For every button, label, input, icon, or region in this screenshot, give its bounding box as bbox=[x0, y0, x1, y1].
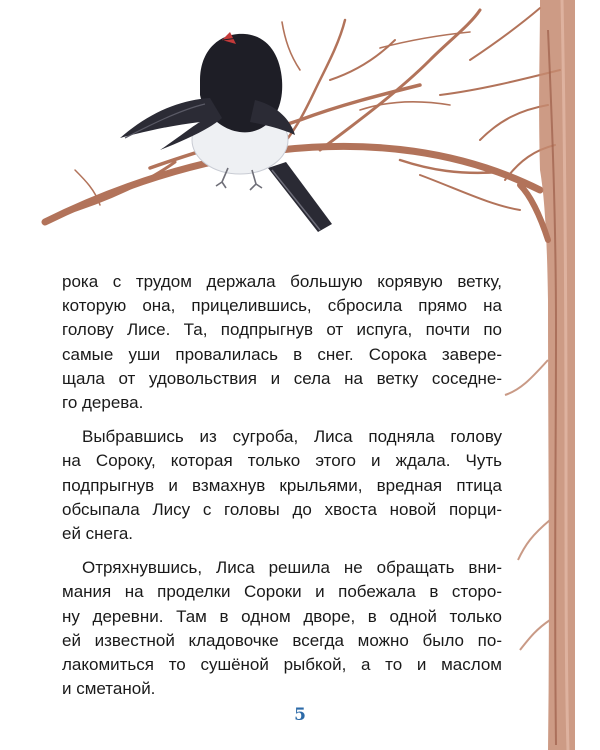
text-line: подпрыгнув и взмахнув крыльями, вредная птица bbox=[62, 475, 502, 495]
text-line: и сметаной. bbox=[62, 679, 156, 699]
text-line: Выбравшись из сугроба, Лиса подняла голову bbox=[82, 427, 502, 447]
tree-trunk bbox=[505, 0, 575, 750]
story-text bbox=[62, 270, 502, 711]
paragraph-2 bbox=[62, 425, 502, 546]
text-line: обсыпала Лису с головы до хвоста новой порци- bbox=[62, 499, 502, 519]
text-line: го дерева. bbox=[62, 393, 144, 413]
paragraph-1 bbox=[62, 270, 502, 415]
text-line: мания на проделки Сороки и побежала в сторо- bbox=[62, 582, 502, 602]
text-line: на Сороку, которая только этого и ждала. Чуть bbox=[62, 451, 502, 471]
text-line: самые уши провалилась в снег. Сорока завере- bbox=[62, 344, 502, 364]
text-line: голову Лисе. Та, подпрыгнув от испуга, почти по bbox=[62, 320, 502, 340]
text-line: рока с трудом держала большую корявую ветку, bbox=[62, 272, 502, 291]
magpie-bird bbox=[120, 32, 332, 232]
text-line: ну деревни. Там в одном дворе, в одной только bbox=[62, 606, 502, 626]
text-line: Отряхнувшись, Лиса решила не обращать вни- bbox=[82, 558, 502, 578]
text-line: щала от удовольствия и села на ветку соседне- bbox=[62, 368, 502, 388]
paragraph-3 bbox=[62, 556, 502, 701]
text-line: ей снега. bbox=[62, 524, 134, 544]
text-line: лакомиться то сушёной рыбкой, а то и маслом bbox=[62, 655, 502, 675]
text-line: ей известной кладовочке всегда можно было по- bbox=[62, 630, 502, 650]
text-line: которую она, прицелившись, сбросила прямо на bbox=[62, 296, 502, 316]
page-number: 5 bbox=[294, 705, 306, 725]
